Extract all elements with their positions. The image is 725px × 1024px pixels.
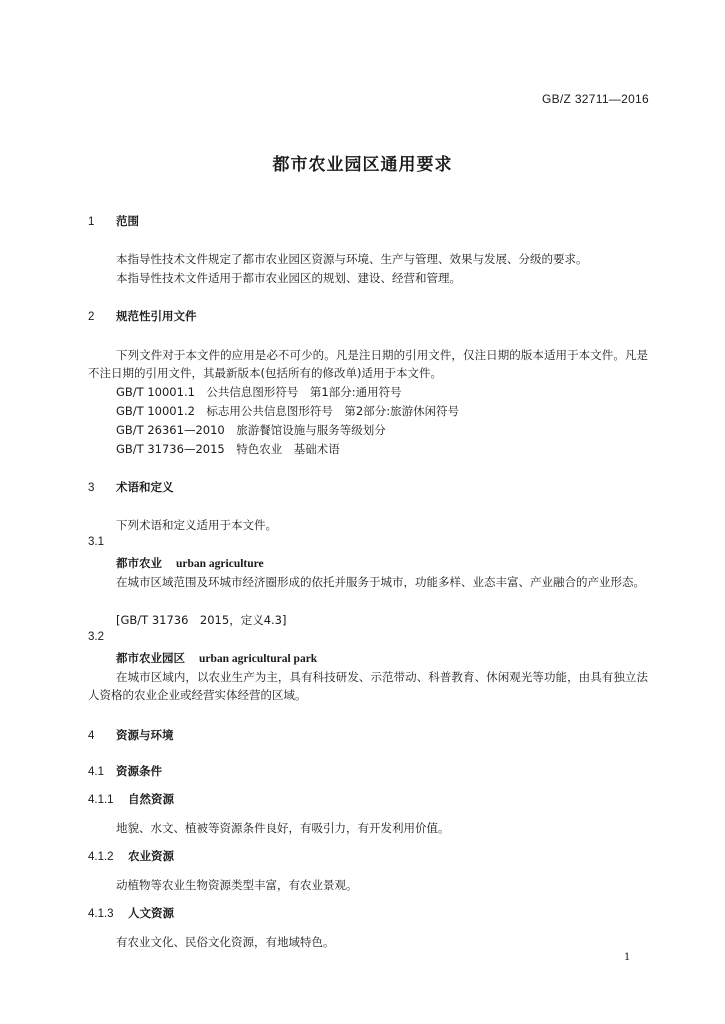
subsection-number: 4.1.1 [88,794,114,806]
term-number: 3.2 [88,631,104,643]
subsection-title: 农业资源 [128,849,174,863]
reference-item: GB/T 10001.1 公共信息图形符号 第1部分:通用符号 [116,385,402,399]
subsection-number: 4.1.2 [88,851,114,863]
subsection-text: 有农业文化、民俗文化资源，有地域特色。 [116,935,335,949]
term-source: [GB/T 31736 2015，定义4.3] [116,613,287,627]
section-2-heading [88,308,197,324]
subsection-heading [88,763,162,779]
subsection-title: 资源条件 [116,764,162,778]
standard-number: GB/Z 32711—2016 [541,92,649,106]
section-title: 规范性引用文件 [116,309,197,323]
subsection-text: 地貌、水文、植被等资源条件良好，有吸引力，有开发利用价值。 [116,821,450,835]
term-chinese: 都市农业园区 [116,651,185,665]
document-title: 都市农业园区通用要求 [272,155,453,175]
section-3-heading [88,479,174,495]
section-title: 资源与环境 [116,728,174,742]
reference-item: GB/T 10001.2 标志用公共信息图形符号 第2部分:旅游休闲符号 [116,404,460,418]
section-title: 范围 [116,214,139,228]
section-1-paragraph-2: 本指导性技术文件适用于都市农业园区的规划、建设、经营和管理。 [116,271,461,285]
term-chinese: 都市农业 [116,556,162,570]
section-1-heading [88,213,139,229]
term-english: urban agriculture [176,558,264,570]
section-number: 1 [88,216,95,228]
reference-item: GB/T 26361—2010 旅游餐馆设施与服务等级划分 [116,423,386,437]
section-number: 2 [88,311,95,323]
section-4-heading [88,727,174,743]
subsection-heading [88,791,174,807]
page-number: 1 [624,952,631,963]
reference-item: GB/T 31736—2015 特色农业 基础术语 [116,442,340,456]
term-definition: 在城市区域内，以农业生产为主，具有科技研发、示范带动、科普教育、休闲观光等功能，由具有独立法人资格的农业企业或经营实体经营的区域。 [88,670,648,702]
subsection-heading [88,848,174,864]
section-number: 4 [88,730,95,742]
subsection-heading [88,905,174,921]
subsection-title: 人文资源 [128,906,174,920]
section-number: 3 [88,482,95,494]
term-number: 3.1 [88,536,104,548]
term-definition: 在城市区域范围及环城市经济圈形成的依托并服务于城市，功能多样、业态丰富、产业融合的产业形态。 [116,575,645,589]
subsection-title: 自然资源 [128,792,174,806]
subsection-number: 4.1 [88,766,104,778]
subsection-number: 4.1.3 [88,908,114,920]
subsection-text: 动植物等农业生物资源类型丰富，有农业景观。 [116,878,358,892]
term-english: urban agricultural park [199,653,318,665]
section-2-intro: 下列文件对于本文件的应用是必不可少的。凡是注日期的引用文件，仅注日期的版本适用于本文件。凡是不注日期的引用文件，其最新版本(包括所有的修改单)适用于本文件。 [88,348,648,380]
section-1-paragraph-1: 本指导性技术文件规定了都市农业园区资源与环境、生产与管理、效果与发展、分级的要求。 [116,252,588,266]
term-heading [116,555,264,571]
section-3-intro: 下列术语和定义适用于本文件。 [116,518,277,532]
term-heading [116,650,317,666]
section-title: 术语和定义 [116,480,174,494]
